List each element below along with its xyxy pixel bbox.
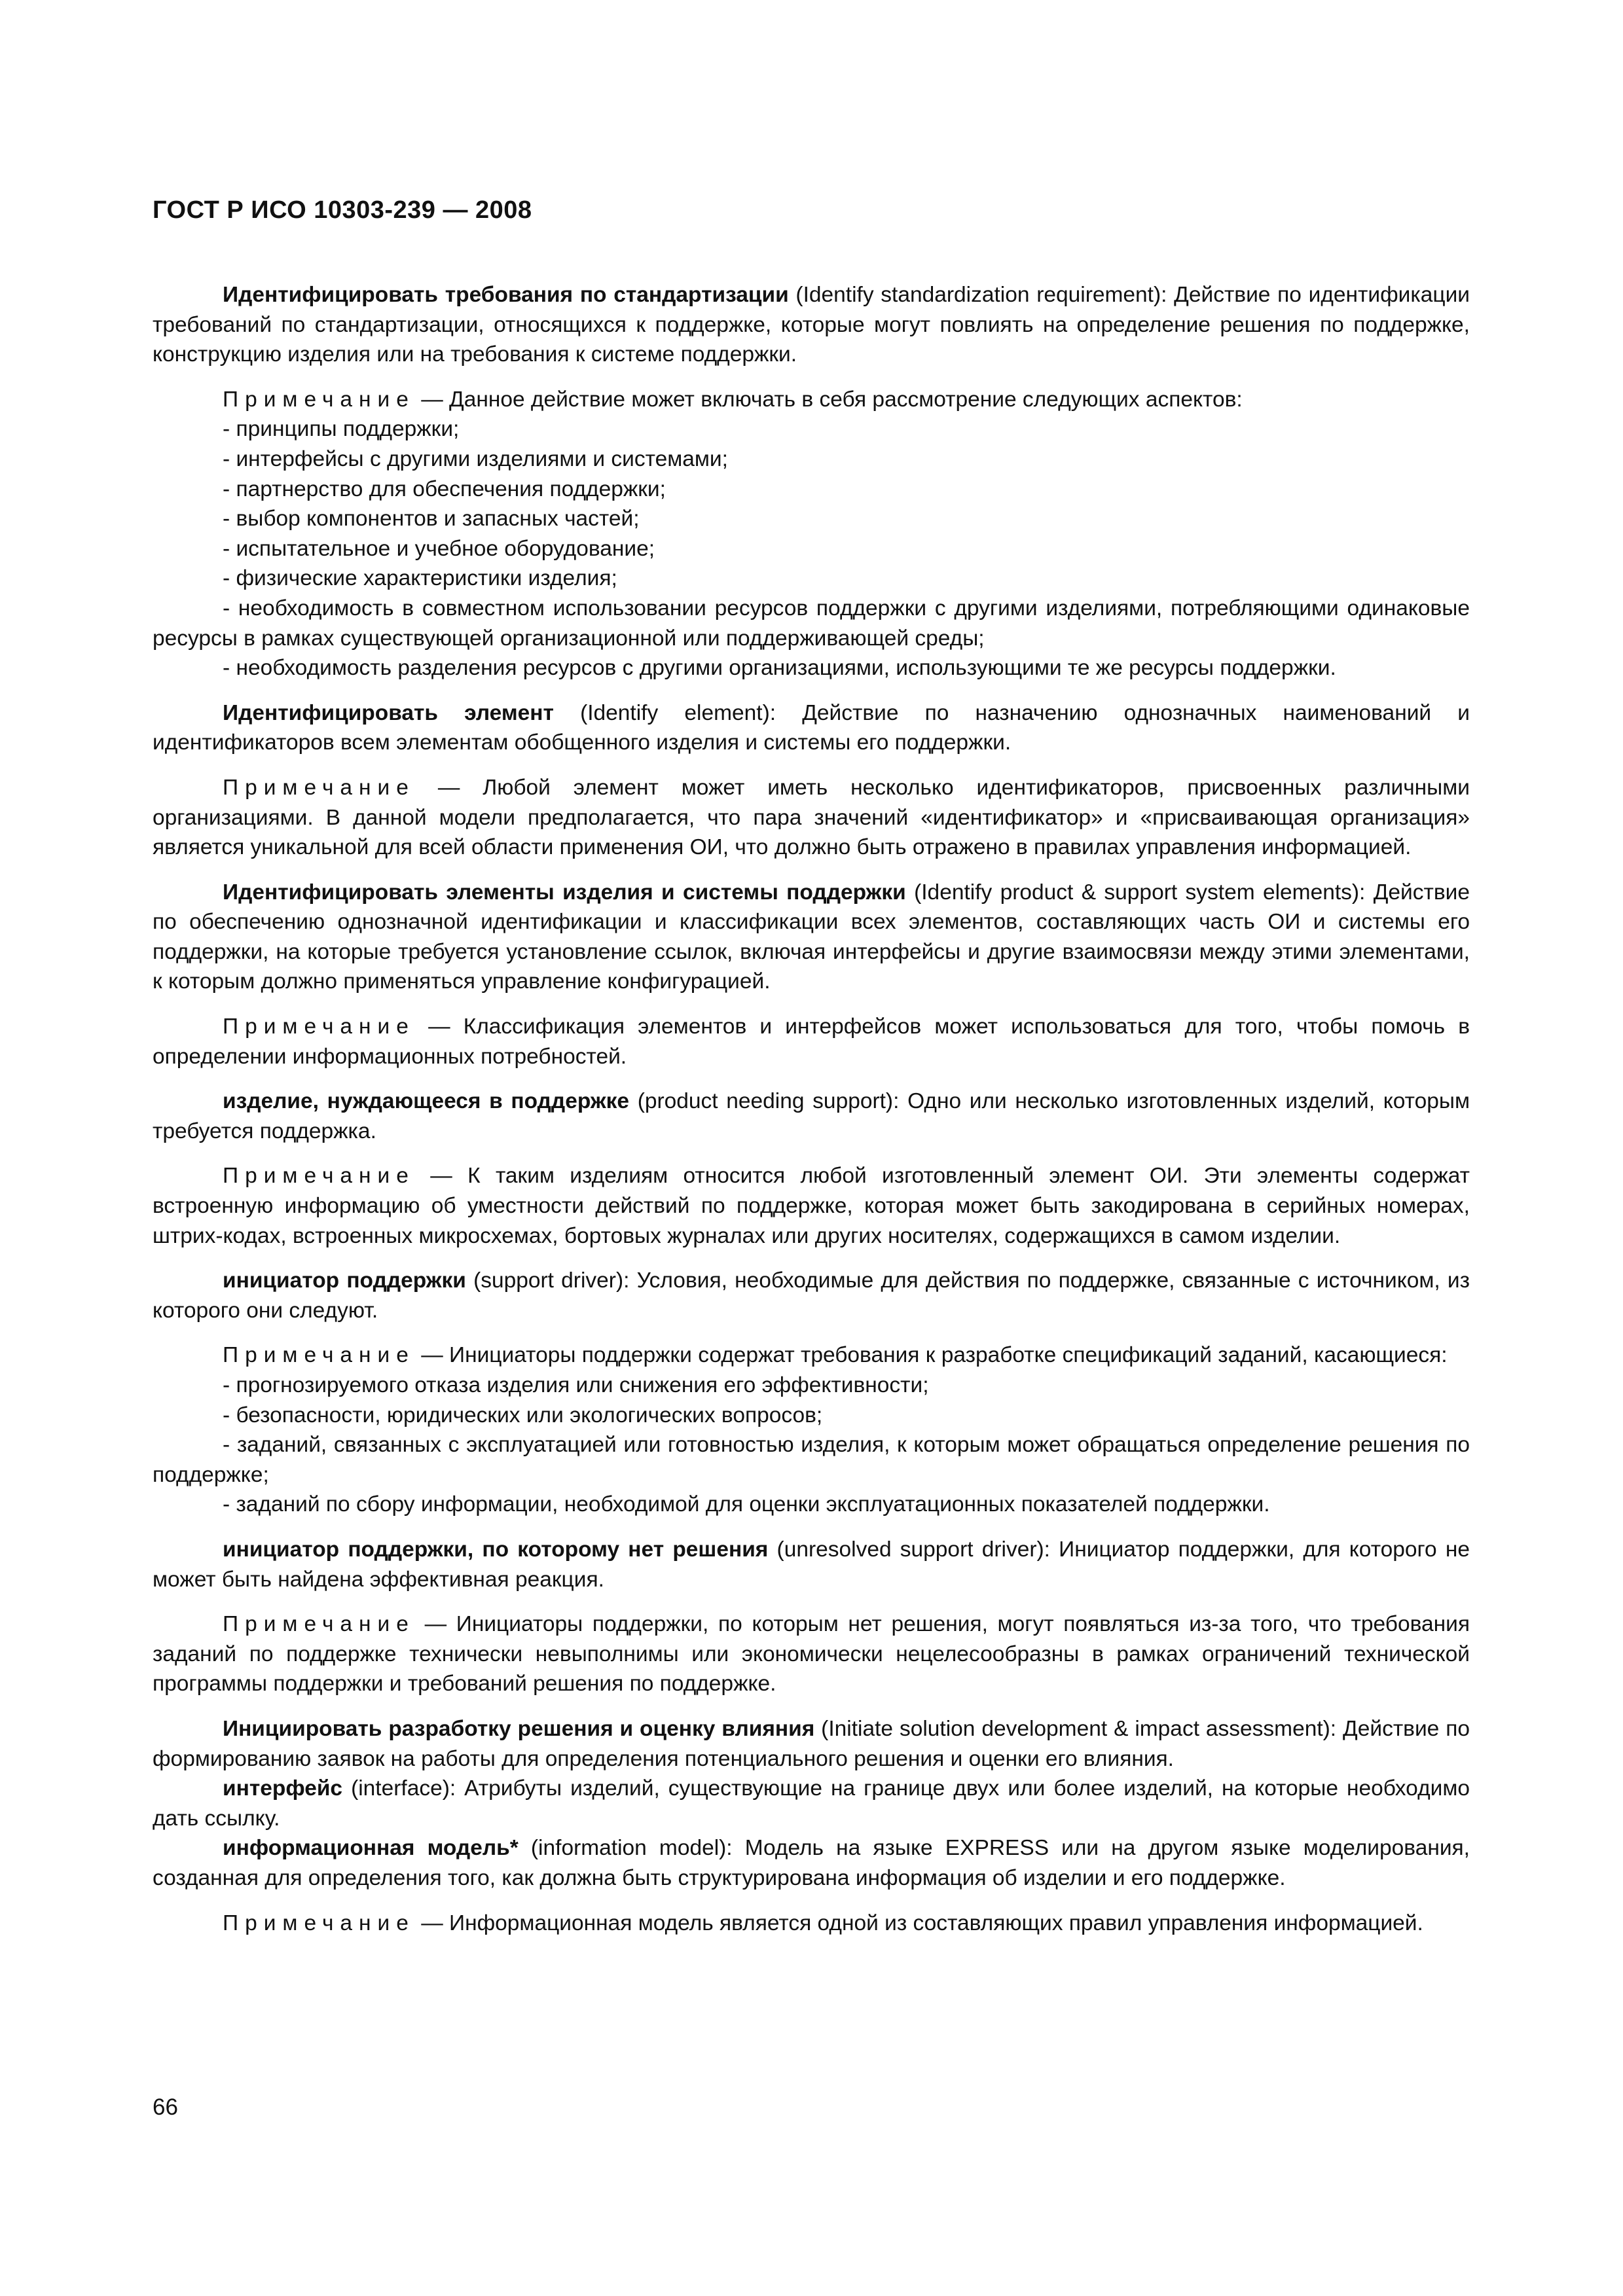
defined-term: Идентифицировать элемент: [223, 700, 554, 725]
list-item: - заданий по сбору информации, необходимой для оценки эксплуатационных показателей поддержки.: [223, 1492, 1270, 1517]
definition-paragraph: [153, 878, 1470, 997]
list-item: - физические характеристики изделия;: [223, 566, 617, 591]
note-text: — Информационная модель является одной из составляющих правил управления информацией.: [414, 1910, 1423, 1935]
defined-term: инициатор поддержки, по которому нет решения: [223, 1537, 769, 1562]
document-body: [153, 265, 1470, 1938]
note-label: Примечание: [223, 1164, 415, 1189]
page-number: 66: [153, 2094, 178, 2120]
note-paragraph: [153, 385, 1470, 415]
note-paragraph: [153, 1609, 1470, 1699]
list-item: - безопасности, юридических или экологических вопросов;: [223, 1403, 823, 1427]
definition-text: (Identify standardization requirement): Действие по идентификации требований по стандартизации, относящихся к поддержке, которые могут повлиять на определение решения по поддержке, конструкцию изделия или на требования к системе поддержки.: [153, 283, 1470, 367]
list-item: - интерфейсы с другими изделиями и системами;: [223, 446, 728, 471]
list-item: - партнерство для обеспечения поддержки;: [223, 476, 666, 501]
note-text: — Любой элемент может иметь несколько идентификаторов, присвоенных различными организациями. В данной модели предполагается, что пара значений «идентификатор» и «присваивающая организация» является уникальной для всей области применения ОИ, что должно быть отражено в правилах управления информацией.: [153, 775, 1470, 860]
list-item: - прогнозируемого отказа изделия или снижения его эффективности;: [223, 1373, 929, 1397]
definition-text: (information model): Модель на языке EXPRESS или на другом языке моделирования, созданная для определения того, как должна быть структурирована информация об изделии и его поддержке.: [153, 1836, 1470, 1890]
definition-text: (Identify element): Действие по назначению однозначных наименований и идентификаторов всем элементам обобщенного изделия и системы его поддержки.: [153, 700, 1470, 755]
defined-term: Идентифицировать требования по стандартизации: [223, 283, 789, 307]
note-label: Примечание: [223, 775, 415, 800]
note-text: — Данное действие может включать в себя рассмотрение следующих аспектов:: [414, 387, 1243, 412]
definition-text: (support driver): Условия, необходимые для действия по поддержке, связанные с источником, из которого они следуют.: [153, 1268, 1470, 1323]
definition-paragraph: [153, 1266, 1470, 1325]
definition-paragraph: [153, 1086, 1470, 1146]
definition-paragraph: [153, 1535, 1470, 1594]
note-label: Примечание: [223, 1910, 415, 1935]
definition-text: (unresolved support driver): Инициатор поддержки, для которого не может быть найдена эффективная реакция.: [153, 1537, 1470, 1592]
definition-paragraph: [153, 280, 1470, 370]
definition-text: (product needing support): Одно или несколько изготовленных изделий, которым требуется поддержка.: [153, 1089, 1470, 1143]
defined-term: информационная модель*: [223, 1836, 519, 1861]
defined-term: Инициировать разработку решения и оценку влияния: [223, 1716, 815, 1741]
definition-paragraph: [153, 1714, 1470, 1774]
list-item: - выбор компонентов и запасных частей;: [223, 507, 640, 531]
note-label: Примечание: [223, 1014, 415, 1039]
note-label: Примечание: [223, 1343, 415, 1368]
defined-term: Идентифицировать элементы изделия и системы поддержки: [223, 880, 906, 905]
list-item: - необходимость в совместном использовании ресурсов поддержки с другими изделиями, потребляющими одинаковые ресурсы в рамках существующей организационной или поддерживающей среды;: [153, 596, 1470, 651]
note-paragraph: [153, 1340, 1470, 1371]
definition-paragraph: [153, 1774, 1470, 1833]
note-label: Примечание: [223, 1612, 415, 1637]
note-paragraph: [153, 1012, 1470, 1071]
defined-term: интерфейс: [223, 1776, 343, 1801]
note-label: Примечание: [223, 387, 415, 412]
note-text: — Классификация элементов и интерфейсов может использоваться для того, чтобы помочь в определении информационных потребностей.: [153, 1014, 1470, 1069]
list-item: - испытательное и учебное оборудование;: [223, 536, 655, 561]
definition-paragraph: [153, 1833, 1470, 1893]
definition-paragraph: [153, 698, 1470, 758]
note-text: — Инициаторы поддержки, по которым нет решения, могут появляться из-за того, что требования заданий по поддержке технически невыполнимы или экономически нецелесообразны в рамках ограничений технической программы поддержки и требований решения по поддержке.: [153, 1612, 1470, 1696]
note-text: — Инициаторы поддержки содержат требования к разработке спецификаций заданий, касающиеся:: [414, 1343, 1448, 1368]
list-item: - принципы поддержки;: [223, 417, 460, 442]
definition-text: (interface): Атрибуты изделий, существующие на границе двух или более изделий, на которые необходимо дать ссылку.: [153, 1776, 1470, 1831]
note-paragraph: [153, 1909, 1470, 1939]
definition-text: (Initiate solution development & impact assessment): Действие по формированию заявок на работы для определения потенциального решения и оценки его влияния.: [153, 1716, 1470, 1771]
list-item: - необходимость разделения ресурсов с другими организациями, использующими те же ресурсы поддержки.: [223, 656, 1336, 681]
definition-text: (Identify product & support system elements): Действие по обеспечению однозначной идентификации и классификации всех элементов, составляющих часть ОИ и системы его поддержки, на которые требуется установление ссылок, включая интерфейсы и другие взаимосвязи между этими элементами, к которым должно применяться управление конфигурацией.: [153, 880, 1470, 994]
note-paragraph: [153, 773, 1470, 863]
defined-term: изделие, нуждающееся в поддержке: [223, 1089, 629, 1114]
document-number-header: ГОСТ Р ИСО 10303-239 — 2008: [153, 196, 532, 224]
list-item: - заданий, связанных с эксплуатацией или готовностью изделия, к которым может обращаться определение решения по поддержке;: [153, 1433, 1470, 1487]
defined-term: инициатор поддержки: [223, 1268, 466, 1293]
note-paragraph: [153, 1161, 1470, 1251]
note-text: — К таким изделиям относится любой изготовленный элемент ОИ. Эти элементы содержат встроенную информацию об уместности действий по поддержке, которая может быть закодирована в серийных номерах, штрих-кодах, встроенных микросхемах, бортовых журналах или других носителях, содержащихся в самом изделии.: [153, 1164, 1470, 1248]
